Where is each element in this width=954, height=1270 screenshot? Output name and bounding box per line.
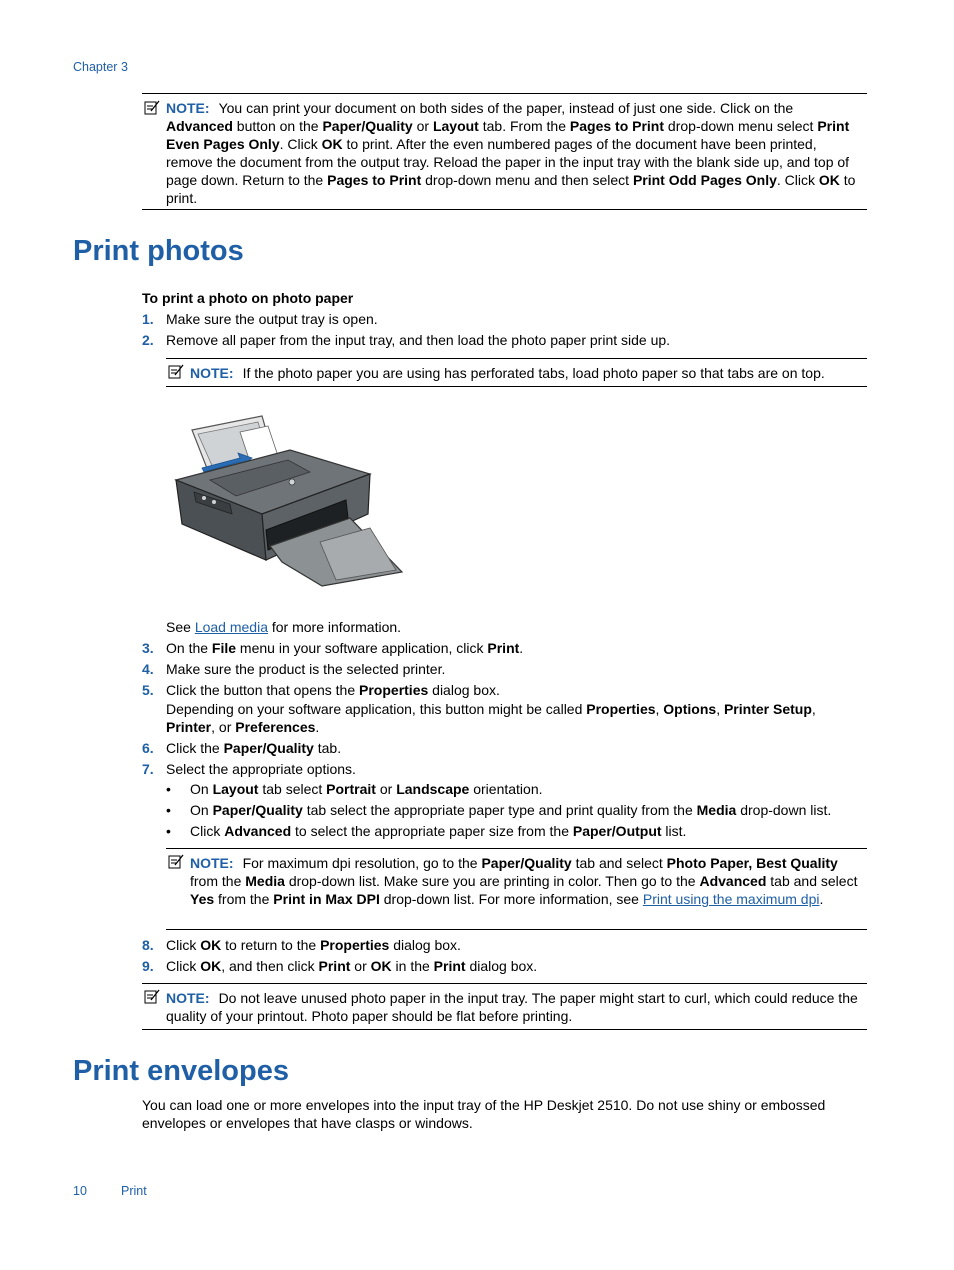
step-text: Click the Paper/Quality tab. xyxy=(166,740,342,756)
step-number: 4. xyxy=(142,661,154,677)
step-subtext: Depending on your software application, this button might be called Properties, Options, Printer Setup, Printer, or Preferences. xyxy=(166,701,816,735)
step-number: 6. xyxy=(142,740,154,756)
note-icon xyxy=(168,364,184,379)
step-number: 8. xyxy=(142,937,154,953)
bullet-text: On Paper/Quality tab select the appropriate paper type and print quality from the Media drop-down list. xyxy=(190,802,832,818)
step-text: Make sure the output tray is open. xyxy=(166,311,378,327)
note-max-dpi-text: NOTE: For maximum dpi resolution, go to the Paper/Quality tab and select Photo Paper, Best Quality from the Media drop-down list. Make sure you are printing in color. Then go to the Advanced tab and select Yes from the Print in Max DPI drop-down list. For more information, see Print using the maximum dpi. xyxy=(190,855,858,907)
envelopes-intro: You can load one or more envelopes into the input tray of the HP Deskjet 2510. Do not use shiny or embossed envelopes or envelopes that have clasps or windows. xyxy=(142,1097,826,1131)
see-load-media-text: See Load media for more information. xyxy=(166,619,402,635)
note-curl xyxy=(142,983,867,1030)
note-perforated xyxy=(166,358,867,387)
bullet-symbol: • xyxy=(166,802,171,818)
note-duplex xyxy=(142,93,867,210)
step-number: 5. xyxy=(142,682,154,698)
footer-section: Print xyxy=(121,1184,147,1198)
printer-illustration xyxy=(170,410,406,590)
section-title-print-envelopes: Print envelopes xyxy=(73,1055,289,1087)
note-duplex-text: NOTE: You can print your document on both sides of the paper, instead of just one side. Click on the Advanced button on the Paper/Quality or Layout tab. From the Pages to Print drop-down menu select Print Even Pages Only. Click OK to print. After the even numbered pages of the document have been printed, remove the document from the output tray. Reload the paper in the input tray with the blank side up, and top of page down. Return to the Pages to Print drop-down menu and then select Print Odd Pages Only. Click OK to print. xyxy=(166,100,856,206)
step-text: Remove all paper from the input tray, and then load the photo paper print side up. xyxy=(166,332,671,348)
step-text: On the File menu in your software application, click Print. xyxy=(166,640,524,656)
step-text: Click OK, and then click Print or OK in the Print dialog box. xyxy=(166,958,538,974)
note-icon xyxy=(144,100,160,115)
note-max-dpi xyxy=(166,848,867,930)
step-text: Select the appropriate options. xyxy=(166,761,356,777)
bullet-symbol: • xyxy=(166,823,171,839)
procedure-title: To print a photo on photo paper xyxy=(142,290,354,306)
chapter-header: Chapter 3 xyxy=(73,60,128,74)
step-number: 7. xyxy=(142,761,154,777)
note-icon xyxy=(144,989,160,1004)
note-curl-text: NOTE: Do not leave unused photo paper in the input tray. The paper might start to curl, which could reduce the quality of your printout. Photo paper should be flat before printing. xyxy=(166,990,858,1024)
step-text: Click OK to return to the Properties dialog box. xyxy=(166,937,461,953)
step-number: 9. xyxy=(142,958,154,974)
step-text: Click the button that opens the Properties dialog box. xyxy=(166,682,500,698)
step-number: 1. xyxy=(142,311,154,327)
step-number: 3. xyxy=(142,640,154,656)
bullet-text: On Layout tab select Portrait or Landscape orientation. xyxy=(190,781,543,797)
section-title-print-photos: Print photos xyxy=(73,235,244,267)
page-number: 10 xyxy=(73,1184,87,1198)
step-text: Make sure the product is the selected printer. xyxy=(166,661,446,677)
page-footer xyxy=(73,1182,147,1200)
note-perforated-text: NOTE: If the photo paper you are using has perforated tabs, load photo paper so that tabs are on top. xyxy=(190,365,825,381)
bullet-text: Click Advanced to select the appropriate paper size from the Paper/Output list. xyxy=(190,823,687,839)
bullet-symbol: • xyxy=(166,781,171,797)
max-dpi-link[interactable]: Print using the maximum dpi xyxy=(642,891,820,907)
step-number: 2. xyxy=(142,332,154,348)
note-icon xyxy=(168,854,184,869)
load-media-link[interactable]: Load media xyxy=(194,619,268,635)
